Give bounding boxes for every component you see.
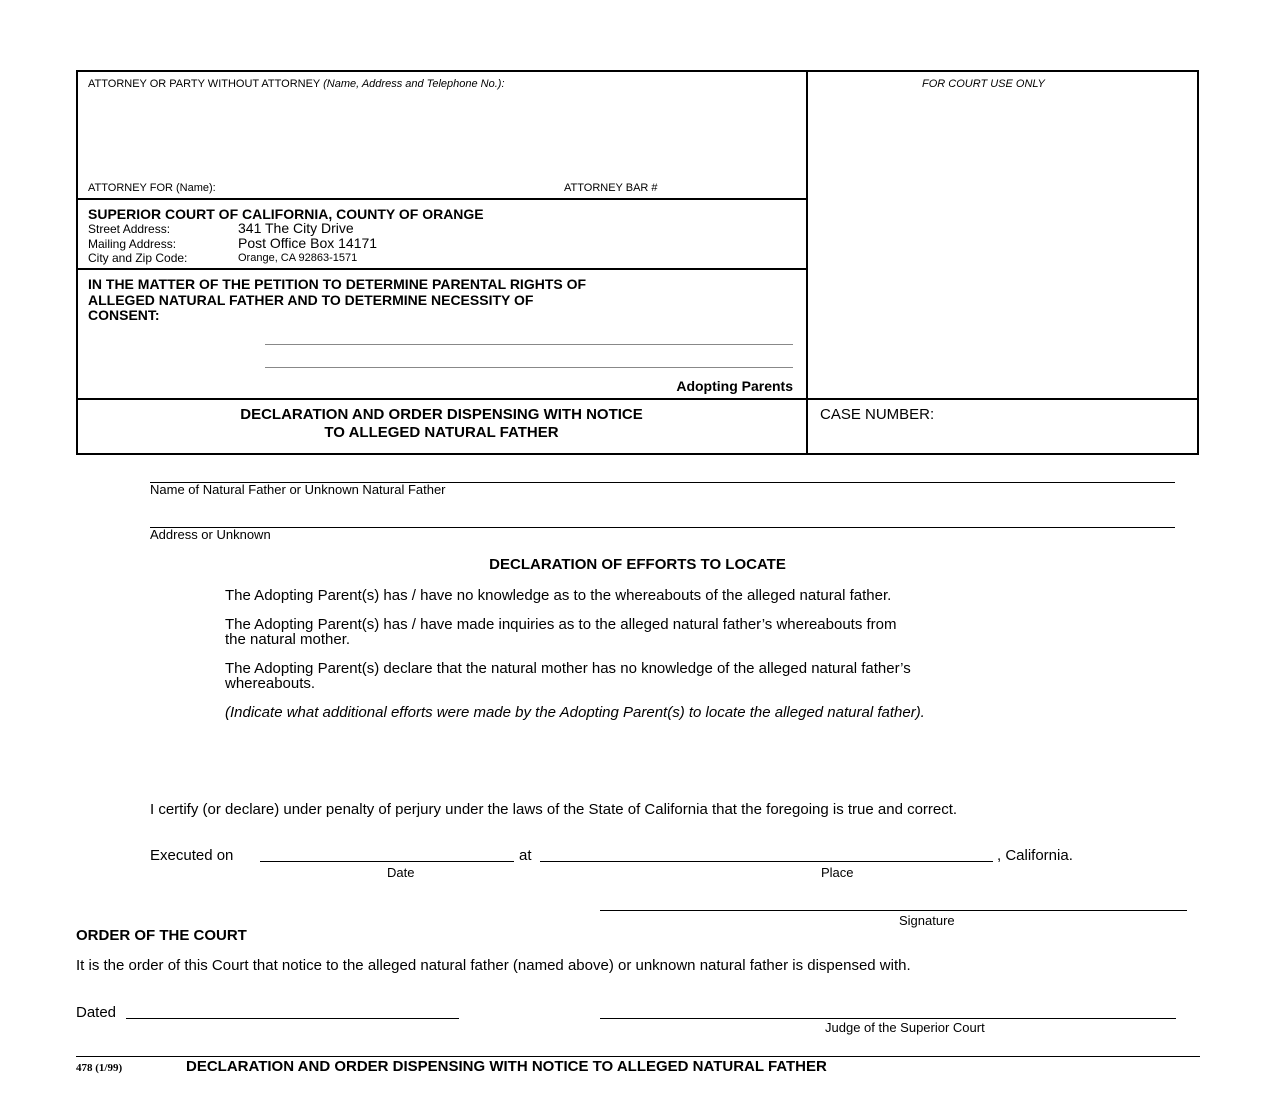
address-caption: Address or Unknown [150, 527, 271, 542]
father-name-field[interactable] [150, 466, 1175, 483]
signature-caption: Signature [899, 913, 955, 928]
declaration-p3-line1: The Adopting Parent(s) declare that the natural mother has no knowledge of the alleged natural father’s [225, 660, 911, 677]
city-value: Orange, CA 92863-1571 [238, 252, 358, 264]
declaration-p1: The Adopting Parent(s) has / have no knowledge as to the whereabouts of the alleged natural father. [225, 587, 892, 604]
order-text: It is the order of this Court that notice to the alleged natural father (named above) or unknown natural father is dispensed with. [76, 957, 911, 974]
dated-field[interactable] [126, 1005, 459, 1019]
footer-title: DECLARATION AND ORDER DISPENSING WITH NOTICE TO ALLEGED NATURAL FATHER [186, 1058, 827, 1075]
attorney-bar-label: ATTORNEY BAR # [564, 182, 658, 194]
mailing-value: Post Office Box 14171 [238, 235, 378, 251]
mailing-label: Mailing Address: [88, 237, 177, 251]
declaration-heading: DECLARATION OF EFFORTS TO LOCATE [489, 556, 786, 573]
attorney-label: ATTORNEY OR PARTY WITHOUT ATTORNEY (Name, Address and Telephone No.): [88, 78, 505, 90]
declaration-p3-line2: whereabouts. [225, 675, 316, 692]
executed-place-field[interactable] [540, 848, 993, 862]
document-title-line-2: TO ALLEGED NATURAL FATHER [324, 424, 559, 441]
address-field[interactable] [150, 511, 1175, 528]
california-label: , California. [997, 847, 1073, 864]
judge-caption: Judge of the Superior Court [825, 1020, 985, 1035]
caption-divider-3 [76, 398, 1199, 400]
adopting-parents-label: Adopting Parents [676, 378, 793, 394]
street-value: 341 The City Drive [238, 220, 354, 236]
signature-field[interactable] [600, 896, 1187, 911]
matter-line-2: ALLEGED NATURAL FATHER AND TO DETERMINE NECESSITY OF [88, 292, 534, 308]
city-label: City and Zip Code: [88, 251, 188, 265]
declaration-p2-line2: the natural mother. [225, 631, 351, 648]
father-name-caption: Name of Natural Father or Unknown Natural Father [150, 482, 446, 497]
matter-line-1: IN THE MATTER OF THE PETITION TO DETERMINE PARENTAL RIGHTS OF [88, 276, 587, 292]
at-label: at [519, 847, 532, 864]
executed-on-label: Executed on [150, 847, 234, 864]
form-number: 478 (1/99) [76, 1062, 123, 1074]
petitioner-line-1 [265, 344, 793, 345]
caption-divider-2 [76, 268, 807, 270]
place-caption: Place [821, 865, 854, 880]
declaration-p2-line1: The Adopting Parent(s) has / have made inquiries as to the alleged natural father’s whereabouts from [225, 616, 897, 633]
court-use-only-label: FOR COURT USE ONLY [922, 78, 1045, 90]
date-caption: Date [387, 865, 415, 880]
attorney-for-label: ATTORNEY FOR (Name): [88, 182, 216, 194]
case-number-label: CASE NUMBER: [820, 406, 935, 423]
dated-label: Dated [76, 1004, 117, 1021]
petitioner-line-2 [265, 367, 793, 368]
order-heading: ORDER OF THE COURT [76, 927, 247, 944]
caption-divider-1 [76, 198, 807, 200]
declaration-p4: (Indicate what additional efforts were made by the Adopting Parent(s) to locate the alleged natural father). [225, 704, 925, 721]
street-label: Street Address: [88, 222, 171, 236]
executed-date-field[interactable] [260, 848, 514, 862]
court-name: SUPERIOR COURT OF CALIFORNIA, COUNTY OF ORANGE [88, 206, 484, 222]
document-title-line-1: DECLARATION AND ORDER DISPENSING WITH NOTICE [240, 406, 643, 423]
certify-statement: I certify (or declare) under penalty of perjury under the laws of the State of California that the foregoing is true and correct. [150, 801, 958, 818]
matter-line-3: CONSENT: [88, 307, 160, 323]
footer-rule [76, 1056, 1200, 1057]
judge-signature-field[interactable] [600, 1005, 1176, 1019]
